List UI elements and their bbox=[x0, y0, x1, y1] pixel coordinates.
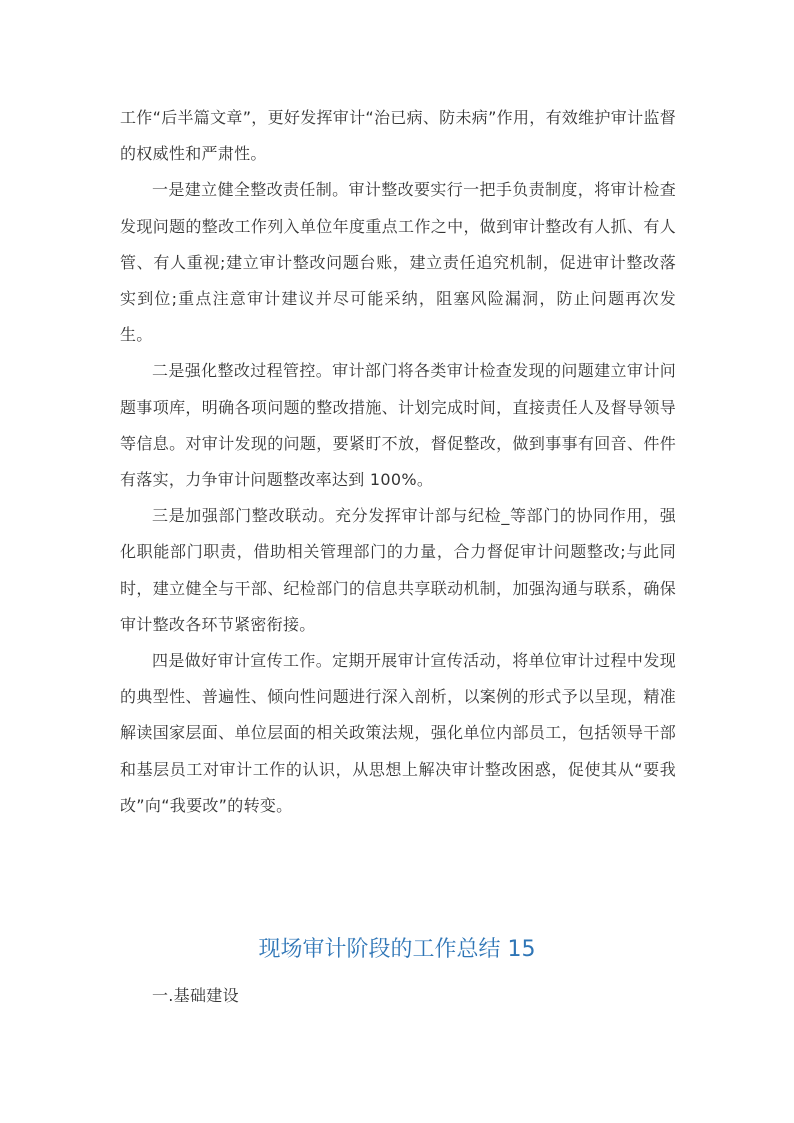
section-heading: 现场审计阶段的工作总结 15 bbox=[258, 937, 536, 962]
paragraph-continued: 工作“后半篇文章”，更好发挥审计“治已病、防未病”作用，有效维护审计监督的权威性和严肃性。 bbox=[120, 108, 676, 164]
paragraph-process-control: 二是强化整改过程管控。审计部门将各类审计检查发现的问题建立审计问题事项库，明确各项问题的整改措施、计划完成时间，直接责任人及督导领导等信息。对审计发现的问题，要紧盯不放，督促整改，做到事事有回音、件件有落实，力争审计问题整改率达到 100%。 bbox=[120, 361, 676, 490]
body-text bbox=[120, 100, 676, 824]
paragraph-audit-publicity: 四是做好审计宣传工作。定期开展审计宣传活动，将单位审计过程中发现的典型性、普遍性、倾向性问题进行深入剖析，以案例的形式予以呈现，精准解读国家层面、单位层面的相关政策法规，强化单位内部员工，包括领导干部和基层员工对审计工作的认识，从思想上解决审计整改困惑，促使其从“要我改”向“我要改”的转变。 bbox=[120, 651, 676, 815]
paragraph-department-linkage: 三是加强部门整改联动。充分发挥审计部与纪检_等部门的协同作用，强化职能部门职责，借助相关管理部门的力量，合力督促审计问题整改;与此同时，建立健全与干部、纪检部门的信息共享联动机制，加强沟通与联系，确保审计整改各环节紧密衔接。 bbox=[120, 506, 676, 634]
paragraph-responsibility-system: 一是建立健全整改责任制。审计整改要实行一把手负责制度，将审计检查发现问题的整改工作列入单位年度重点工作之中，做到审计整改有人抓、有人管、有人重视;建立审计整改问题台账，建立责任追究机制，促进审计整改落实到位;重点注意审计建议并尽可能采纳，阻塞风险漏洞，防止问题再次发生。 bbox=[120, 180, 676, 345]
subsection-heading: 一.基础建设 bbox=[152, 986, 239, 1005]
